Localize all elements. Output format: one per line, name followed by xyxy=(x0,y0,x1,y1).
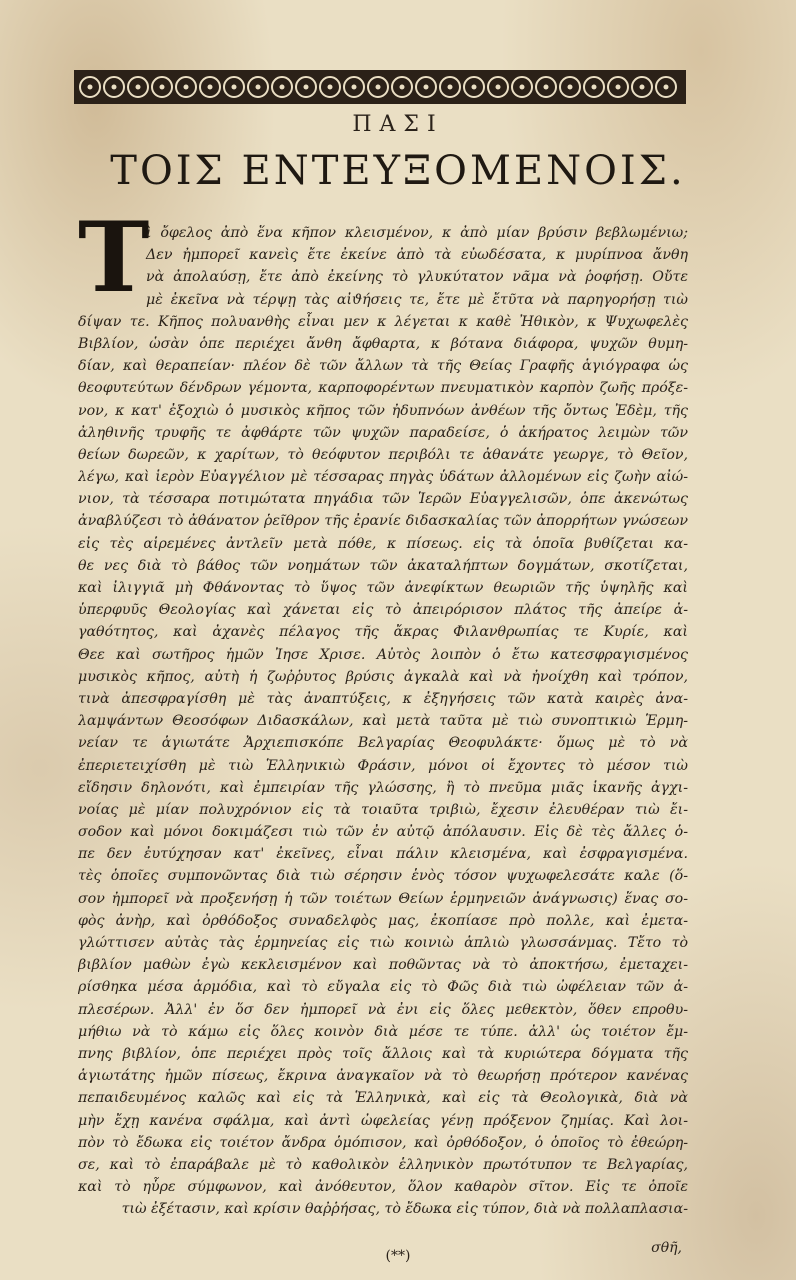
text-line: πε δεν ἐυτύχησαν κατ' ἐκεῖνες, εἶναι πάλιν κλεισμένα, καὶ ἐσφραγισμένα. xyxy=(78,846,688,863)
text-line: ὶ ὄφελος ἀπὸ ἕνα κῆπον κλεισμένον, κ ἀπὸ μίαν βρύσιν βεβλωμένιω; xyxy=(146,225,688,241)
text-line: γαθότητος, καὶ ἀχανὲς πέλαγος τῆς ἄκρας Φιλανθρωπίας τε Κυρίε, καὶ xyxy=(78,624,688,641)
text-line: σοδον καὶ μόνοι δοκιμάζεσι τιὼ τῶν ἐν αὐτῷ ἀπόλαυσιν. Εἰς δὲ τὲς ἄλλες ὁ- xyxy=(78,824,688,841)
text-line: Θεε καὶ σωτῆρος ἡμῶν Ἰησε Χρισε. Αὐτὸς λοιπὸν ὁ ἔτω κατεσφραγισμένος xyxy=(78,646,688,663)
text-line: ἐπεριετειχίσθη μὲ τιὼ Ἑλληνικιὼ Φράσιν, μόνοι οἱ ἔχοντες τὸ μέσον τιὼ xyxy=(78,757,688,774)
text-line: μυσικὸς κῆπος, αὐτὴ ἡ ζωῤῥυτος βρύσις ἀγκαλὰ καὶ νὰ ἠνοίχθη καὶ τρόπον, xyxy=(78,668,688,685)
text-line: θείων δωρεῶν, κ χαρίτων, τὸ θεόφυτον περιβόλι τε ἀθανάτε γεωργε, τὸ Θεῖον, xyxy=(78,446,688,463)
text-line: πλεσέρων. Ἀλλ' ἐν ὅσ δεν ἠμπορεῖ νὰ ἐνι εἰς ὅλες μεθεκτὸν, ὅθεν επροθυ- xyxy=(78,1001,688,1018)
text-line: νοίας μὲ μίαν πολυχρόνιον εἰς τὰ τοιαῦτα τριβιὼ, ἔχεσιν ἐλευθέραν τιὼ ἔι- xyxy=(78,801,688,818)
text-line: ὑπερφυῦς Θεολογίας καὶ χάνεται εἰς τὸ ἀπειρόρισον πλάτος τῆς ἀπείρε ἀ- xyxy=(78,602,688,619)
text-line: νείαν τε ἁγιωτάτε Ἀρχιεπισκόπε Βελγαρίας Θεοφυλάκτε· ὅμως μὲ τὸ νὰ xyxy=(78,735,688,752)
text-line: μήθιω νὰ τὸ κάμω εἰς ὅλες κοινὸν διὰ μέσε τε τύπε. ἀλλ' ὡς τοιέτον ἔμ- xyxy=(78,1023,688,1040)
text-line: εἴδησιν δηλονότι, καὶ ἐμπειρίαν τῆς γλώσσης, ἢ τὸ πνεῦμα μιᾶς ἱκανῆς ἀγχι- xyxy=(78,779,688,796)
text-line: νιον, τὰ τέσσαρα ποτιμώτατα πηγάδια τῶν Ἱερῶν Εὐαγγελισῶν, ὁπε ἀκενώτως xyxy=(78,491,688,508)
signature-mark xyxy=(0,1240,796,1264)
signature-mark-text: (**) xyxy=(385,1248,411,1264)
heading-pasi: ΠΑΣΙ xyxy=(352,112,444,137)
text-line: εἰς τὲς αἱρεμένες ἀντλεῖν μετὰ πόθε, κ πίσεως. εἰς τὰ ὁποῖα βυθίζεται κα- xyxy=(78,535,688,552)
drop-cap: T xyxy=(78,201,150,314)
text-line: πὸν τὸ ἔδωκα εἰς τοιέτον ἄνδρα ὁμόπισον, καὶ ὀρθόδοξον, ὁ ὁποῖος τὸ ἐθεώρη- xyxy=(78,1134,688,1151)
text-line: σον ἠμπορεῖ νὰ προξενήσῃ ἡ τῶν τοιέτων Θείων ἑρμηνειῶν ἀνάγνωσις) ἕνας σο- xyxy=(78,890,688,907)
text-line: τινὰ ἀπεσφραγίσθη μὲ τὰς ἀναπτύξεις, κ ἐξηγήσεις τῶν κατὰ καιρὲς ἀνα- xyxy=(78,690,688,707)
text-line: νὰ ἀπολαύσῃ, ἔτε ἀπὸ ἐκείνης τὸ γλυκύτατον νᾶμα νὰ ῥοφήσῃ. Οὔτε xyxy=(146,269,688,286)
text-line: καὶ τὸ ηὗρε σύμφωνον, καὶ ἀνόθευτον, ὅλον καθαρὸν σῖτον. Εἰς τε ὁποῖε xyxy=(78,1179,688,1196)
text-line: γλώττισεν αὐτὰς τὰς ἑρμηνείας εἰς τιὼ κοινιὼ ἁπλιὼ γλωσσάνμας. Τἔτο τὸ xyxy=(78,935,688,951)
text-line: πεπαιδευμένος καλῶς καὶ εἰς τὰ Ἑλληνικὰ, καὶ εἰς τὰ Θεολογικὰ, διὰ νὰ xyxy=(78,1090,688,1107)
text-line: ἀναβλύζεσι τὸ ἀθάνατον ῥεῖθρον τῆς ἐρανίε διδασκαλίας τῶν ἀπορρήτων γνώσεων xyxy=(78,513,688,530)
text-line: δίαν, καὶ θεραπείαν· πλέον δὲ τῶν ἄλλων τὰ τῆς Θείας Γραφῆς ἁγιόγραφα ὡς xyxy=(78,358,688,375)
text-line: φὸς ἀνὴρ, καὶ ὀρθόδοξος συναδελφὸς μας, ἐκοπίασε πρὸ πολλε, καὶ ἐμετα- xyxy=(78,912,688,929)
text-line: Βιβλίον, ὡσὰν ὁπε περιέχει ἄνθη ἄφθαρτα, κ βότανα διάφορα, ψυχῶν θυμη- xyxy=(78,335,688,352)
text-line: νον, κ κατ' ἐξοχιὼ ὁ μυσικὸς κῆπος τῶν ἠδυπνόων ἀνθέων τῆς ὄντως Ἐδὲμ, τῆς xyxy=(78,402,688,419)
text-line: τὲς ὁποῖες συμπονῶντας διὰ τιὼ σέρησιν ἑνὸς τόσον ψυχωφελεσάτε καλε (ὅ- xyxy=(78,868,688,885)
text-line: ἀληθινῆς τρυφῆς τε ἀφθάρτε τῶν ψυχῶν παραδείσε, ὁ ἀκήρατος λειμὼν τῶν xyxy=(78,424,688,441)
text-line: βιβλίον μαθὼν ἐγὼ κεκλεισμένον καὶ ποθῶντας νὰ τὸ ἀποκτήσω, ἐμεταχει- xyxy=(78,957,688,974)
text-line: μὲ ἐκεῖνα νὰ τέρψῃ τὰς αἰϑήσεις τε, ἔτε μὲ ἔτῦτα νὰ παρηγορήσῃ τιὼ xyxy=(146,291,688,308)
ornamental-border xyxy=(74,70,686,104)
catchword: σθῆ, xyxy=(651,1240,682,1256)
text-line: θεοφυτεύτων δένδρων γέμοντα, καρποφορέντων πνευματικὸν καρπὸν ζωῆς πρόξε- xyxy=(78,380,688,397)
body-text xyxy=(78,222,688,1220)
text-line: ἁγιωτάτης ἡμῶν πίσεως, ἔκρινα ἀναγκαῖον νὰ τὸ θεωρήσῃ πρότερον κανένας xyxy=(78,1068,688,1085)
text-line: μὴν ἔχῃ κανένα σφάλμα, καὶ ἀντὶ ὠφελείας γένῃ πρόξενον ζημίας. Καὶ λοι- xyxy=(78,1112,688,1129)
text-line: καὶ ἰλιγγιᾶ μὴ Φθάνοντας τὸ ὕψος τῶν ἀνεφίκτων θεωριῶν τῆς ὑψηλῆς καὶ xyxy=(78,580,688,596)
text-line: τιὼ ἐξέτασιν, καὶ κρίσιν θαῤῥήσας, τὸ ἔδωκα εἰς τύπον, διὰ νὰ πολλαπλασια- xyxy=(121,1201,688,1218)
text-line: σε, καὶ τὸ ἐπαράβαλε μὲ τὸ καθολικὸν ἑλληνικὸν πρωτότυπον τε Βελγαρίας, xyxy=(78,1156,688,1173)
text-line: πνης βιβλίον, ὁπε περιέχει πρὸς τοῖς ἄλλοις καὶ τὰ κυριώτερα δόγματα τῆς xyxy=(78,1045,688,1062)
text-line: Δεν ἠμπορεῖ κανεὶς ἔτε ἐκείνε ἀπὸ τὰ εὐωδέσατα, κ μυρίπνοα ἄνθη xyxy=(146,247,688,264)
text-line: λαμψάντων Θεοσόφων Διδασκάλων, καὶ μετὰ ταῦτα μὲ τιὼ συνοπτικιὼ Ἑρμη- xyxy=(78,713,688,730)
text-line: λέγω, καὶ ἱερὸν Εὐαγγέλιον μὲ τέσσαρας πηγὰς ὑδάτων ἀλλομένων εἰς ζωὴν αἰώ- xyxy=(78,469,688,486)
text-line: θε νες διὰ τὸ βάθος τῶν νοημάτων τῶν ἀκαταλήπτων δογμάτων, σκοτίζεται, xyxy=(78,557,688,574)
text-line: ρίσθηκα μέσα ἁρμόδια, καὶ τὸ εὔγαλα εἰς τὸ Φῶς διὰ τιὼ ὠφέλειαν τῶν ἀ- xyxy=(78,979,688,996)
text-line: δίψαν τε. Κῆπος πολυανθὴς εἶναι μεν κ λέγεται κ καθὲ Ἠθικὸν, κ Ψυχωφελὲς xyxy=(78,313,688,330)
page-title: ΤΟΙΣ ΕΝΤΕΥΞΟΜΕΝΟΙΣ. xyxy=(110,148,686,194)
